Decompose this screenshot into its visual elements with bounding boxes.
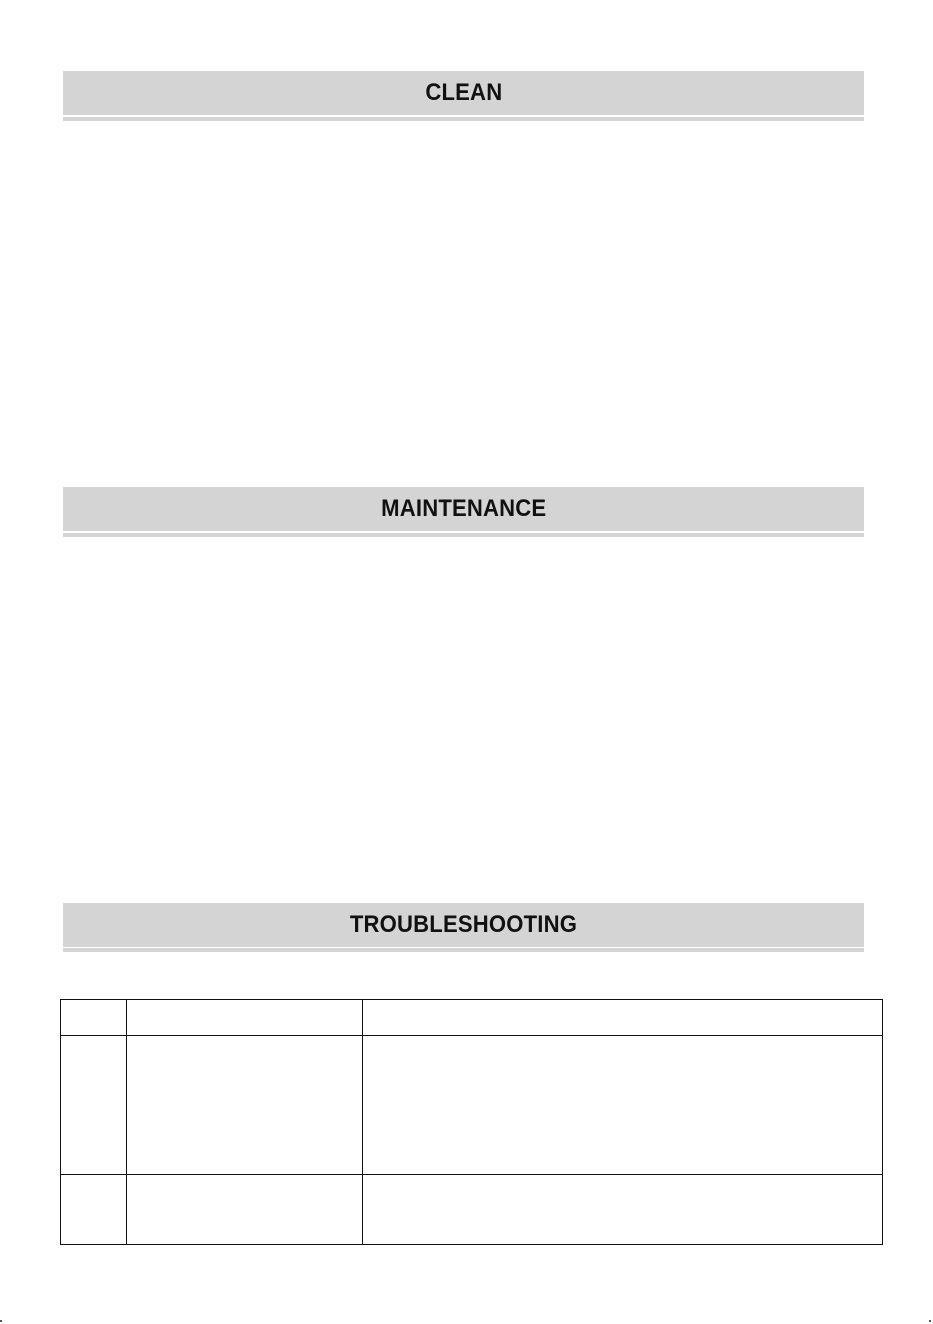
table-cell	[61, 1175, 127, 1245]
clean-section-underline	[63, 117, 864, 121]
table-row	[61, 1036, 883, 1175]
scan-mark-bottom-right	[929, 1320, 931, 1322]
maintenance-section-header	[63, 487, 864, 531]
clean-section-title: CLEAN	[425, 79, 502, 106]
table-row	[61, 1175, 883, 1245]
scan-mark-bottom-left	[0, 1320, 2, 1322]
troubleshooting-section-header	[63, 903, 864, 947]
table-header-cell-3	[363, 1000, 883, 1036]
table-cell	[61, 1036, 127, 1175]
table-header-cell-1	[61, 1000, 127, 1036]
maintenance-section-underline	[63, 533, 864, 537]
troubleshooting-table	[60, 999, 883, 1245]
maintenance-section-title: MAINTENANCE	[380, 495, 547, 522]
table-cell	[127, 1036, 363, 1175]
table-cell	[127, 1175, 363, 1245]
troubleshooting-section-underline	[63, 948, 864, 952]
table-header-row	[61, 1000, 883, 1036]
clean-section-header	[63, 71, 864, 115]
table-cell	[363, 1036, 883, 1175]
troubleshooting-section-title: TROUBLESHOOTING	[349, 911, 578, 938]
table-header-cell-2	[127, 1000, 363, 1036]
table-cell	[363, 1175, 883, 1245]
